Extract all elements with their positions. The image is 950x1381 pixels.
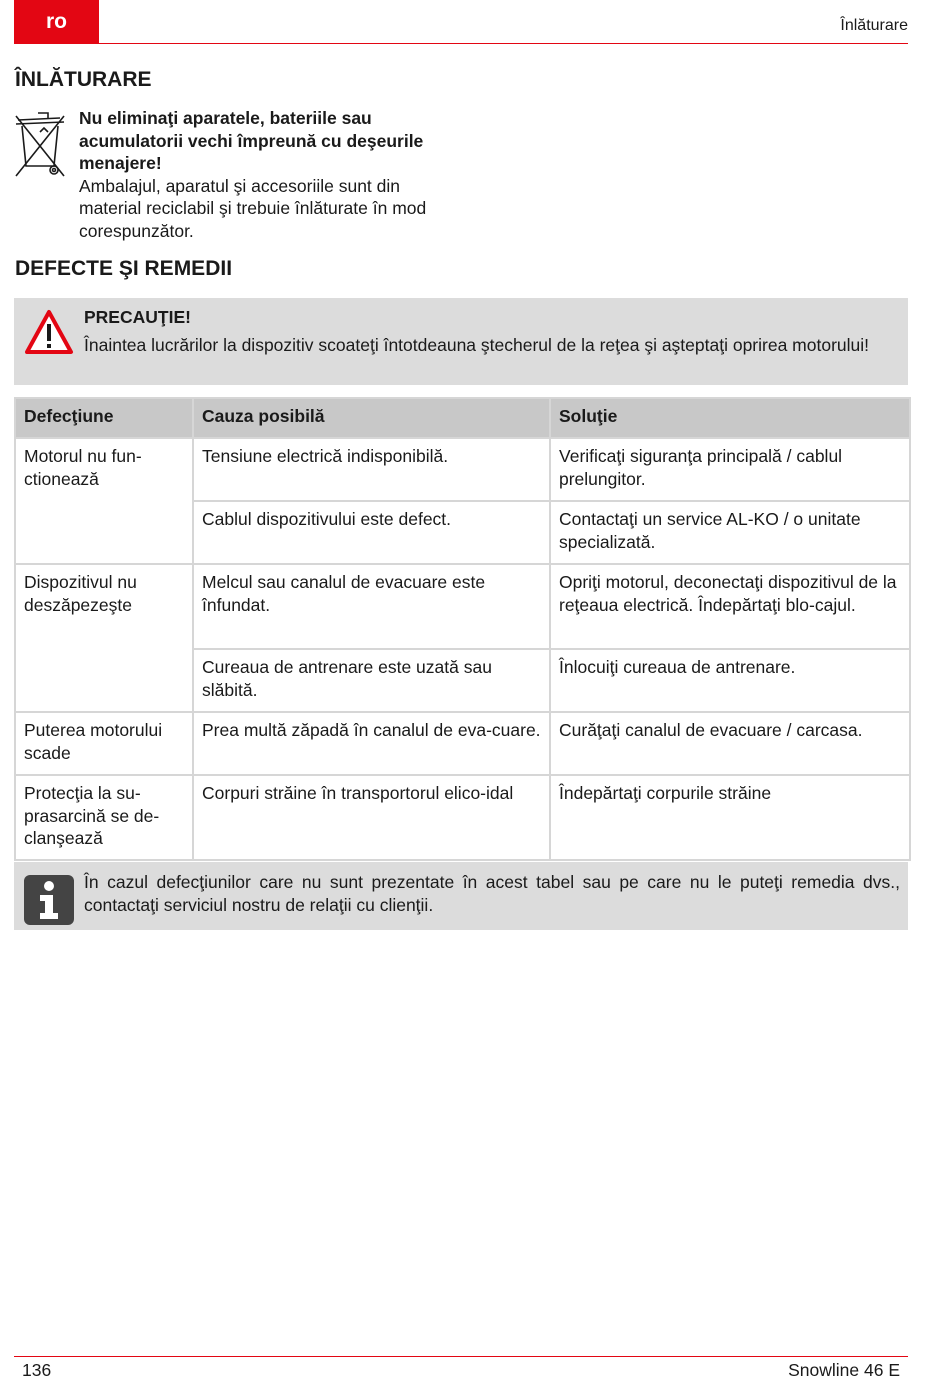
solution-cell: Înlocuiţi cureaua de antrenare. xyxy=(550,649,910,712)
fault-cell: Protecţia la su-prasarcină se de-clanşează xyxy=(15,775,193,860)
disposal-warning: Nu eliminaţi aparatele, bateriile sau acumulatorii vechi împreună cu deşeurile menajere! xyxy=(79,108,424,174)
warning-triangle-icon xyxy=(24,309,74,355)
disposal-notice xyxy=(79,107,459,243)
fault-cell: Puterea motorului scade xyxy=(15,712,193,775)
disposal-heading: ÎNLĂTURARE xyxy=(15,68,152,91)
info-icon xyxy=(24,875,74,925)
cause-cell: Cureaua de antrenare este uzată sau slăbită. xyxy=(193,649,550,712)
faults-heading: DEFECTE ŞI REMEDII xyxy=(15,257,233,280)
header-divider xyxy=(14,43,908,44)
fault-cell: Motorul nu fun-ctionează xyxy=(15,438,193,564)
caution-title: PRECAUŢIE! xyxy=(84,307,191,327)
table-row xyxy=(15,564,910,649)
crossed-out-wheelie-bin-icon xyxy=(14,110,70,180)
caution-text: Înaintea lucrărilor la dispozitiv scoateţi întotdeauna ştecherul de la reţea şi aşteptaţi oprirea motorului! xyxy=(84,335,870,355)
disposal-info: Ambalajul, aparatul şi accesoriile sunt din material reciclabil şi trebuie înlăturate în mod corespunzător. xyxy=(79,175,427,241)
page-number: 136 xyxy=(22,1360,52,1380)
header-cause: Cauza posibilă xyxy=(193,398,550,438)
info-text: În cazul defecţiunilor care nu sunt prezentate în acest tabel sau pe care nu le puteţi remedia dvs., contactaţi serviciul nostru de relaţii cu clienţii. xyxy=(84,872,900,915)
header-solution: Soluţie xyxy=(550,398,910,438)
table-row xyxy=(15,775,910,860)
header-section-name: Înlăturare xyxy=(840,17,908,34)
cause-cell: Corpuri străine în transportorul elico-idal xyxy=(193,775,550,860)
fault-cell: Dispozitivul nu deszăpezeşte xyxy=(15,564,193,712)
cause-cell: Tensiune electrică indisponibilă. xyxy=(193,438,550,501)
solution-cell: Contactaţi un service AL-KO / o unitate specializată. xyxy=(550,501,910,564)
table-row xyxy=(15,712,910,775)
cause-cell: Melcul sau canalul de evacuare este înfundat. xyxy=(193,564,550,649)
cause-cell: Prea multă zăpadă în canalul de eva-cuare. xyxy=(193,712,550,775)
header-fault: Defecţiune xyxy=(15,398,193,438)
table-header-row xyxy=(15,398,910,438)
solution-cell: Verificaţi siguranţa principală / cablul prelungitor. xyxy=(550,438,910,501)
language-tab: ro xyxy=(14,0,99,44)
solution-cell: Curăţaţi canalul de evacuare / carcasa. xyxy=(550,712,910,775)
footer-divider xyxy=(14,1356,908,1357)
solution-cell: Opriţi motorul, deconectaţi dispozitivul de la reţeaua electrică. Îndepărtaţi blo-cajul. xyxy=(550,564,910,649)
faults-table xyxy=(14,397,911,861)
cause-cell: Cablul dispozitivului este defect. xyxy=(193,501,550,564)
table-row xyxy=(15,438,910,501)
product-name: Snowline 46 E xyxy=(788,1360,900,1380)
solution-cell: Îndepărtaţi corpurile străine xyxy=(550,775,910,860)
